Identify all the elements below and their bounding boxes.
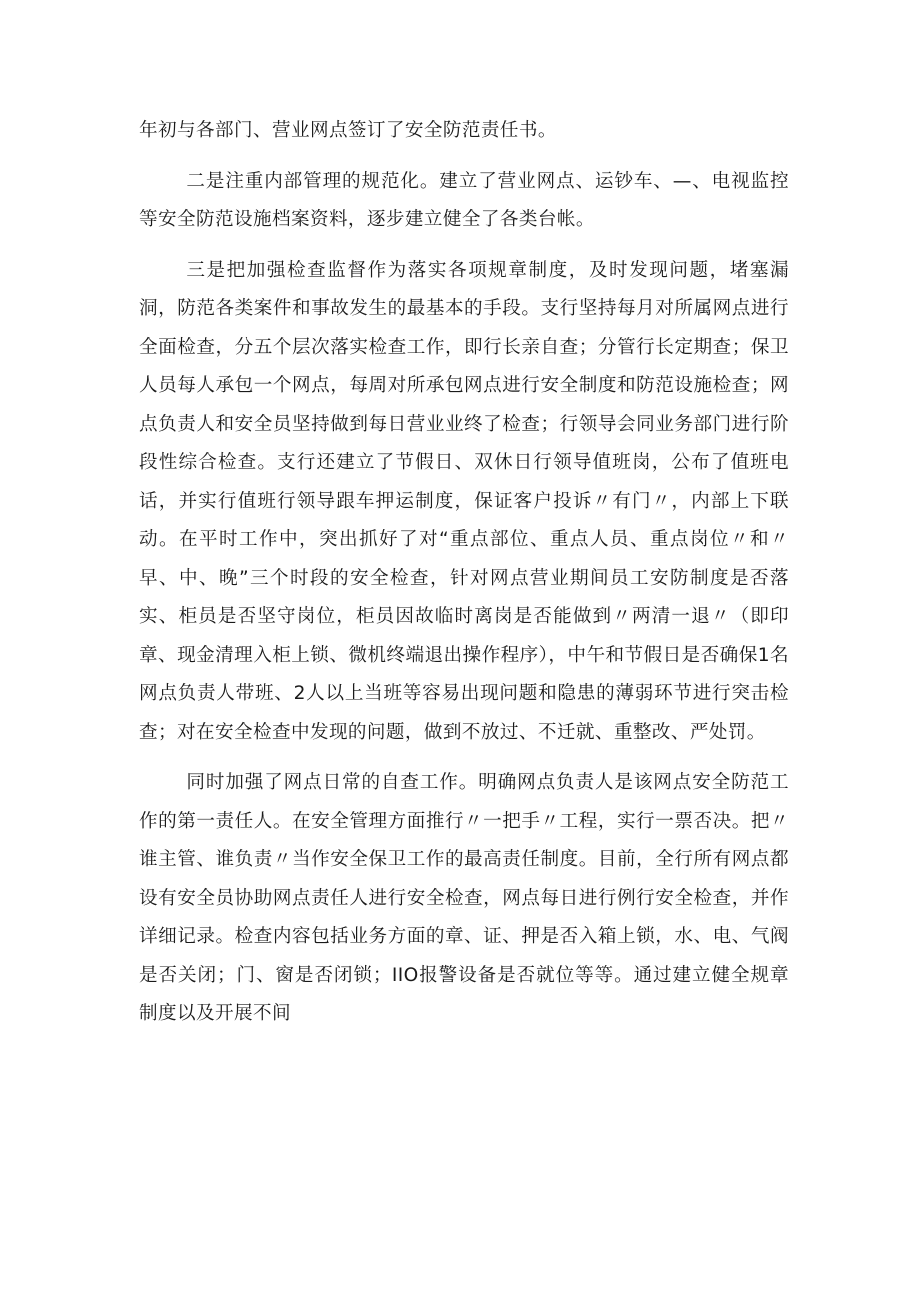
- paragraph-continuation: 年初与各部门、营业网点签订了安全防范责任书。: [139, 120, 557, 141]
- document-body: [139, 112, 789, 1046]
- paragraph-inspection-supervision: 三是把加强检查监督作为落实各项规章制度，及时发现问题，堵塞漏洞，防范各类案件和事故发生的最基本的手段。支行坚持每月对所属网点进行全面检查，分五个层次落实检查工作，即行长亲自查；分管行长定期查；保卫人员每人承包一个网点，每周对所承包网点进行安全制度和防范设施检查；网点负责人和安全员坚持做到每日营业业终了检查；行领导会同业务部门进行阶段性综合检查。支行还建立了节假日、双休日行领导值班岗，公布了值班电话，并实行值班行领导跟车押运制度，保证客户投诉〃有门〃，内部上下联动。在平时工作中，突出抓好了对“重点部位、重点人员、重点岗位〃和〃早、中、晚”三个时段的安全检查，针对网点营业期间员工安防制度是否落实、柜员是否坚守岗位，柜员因故临时离岗是否能做到〃两清一退〃（即印章、现金清理入柜上锁、微机终端退出操作程序），中午和节假日是否确保1名网点负责人带班、2人以上当班等容易出现问题和隐患的薄弱环节进行突击检查；对在安全检查中发现的问题，做到不放过、不迁就、重整改、严处罚。: [139, 259, 789, 743]
- paragraph-self-inspection: 同时加强了网点日常的自查工作。明确网点负责人是该网点安全防范工作的第一责任人。在安全管理方面推行〃一把手〃工程，实行一票否决。把〃谁主管、谁负责〃当作安全保卫工作的最高责任制度。目前，全行所有网点都设有安全员协助网点责任人进行安全检查，网点每日进行例行安全检查，并作详细记录。检查内容包括业务方面的章、证、押是否入箱上锁，水、电、气阀是否关闭；门、窗是否闭锁；IIO报警设备是否就位等等。通过建立健全规章制度以及开展不间: [139, 772, 789, 1024]
- paragraph-internal-management: 二是注重内部管理的规范化。建立了营业网点、运钞车、—、电视监控等安全防范设施档案资料，逐步建立健全了各类台帐。: [139, 170, 789, 230]
